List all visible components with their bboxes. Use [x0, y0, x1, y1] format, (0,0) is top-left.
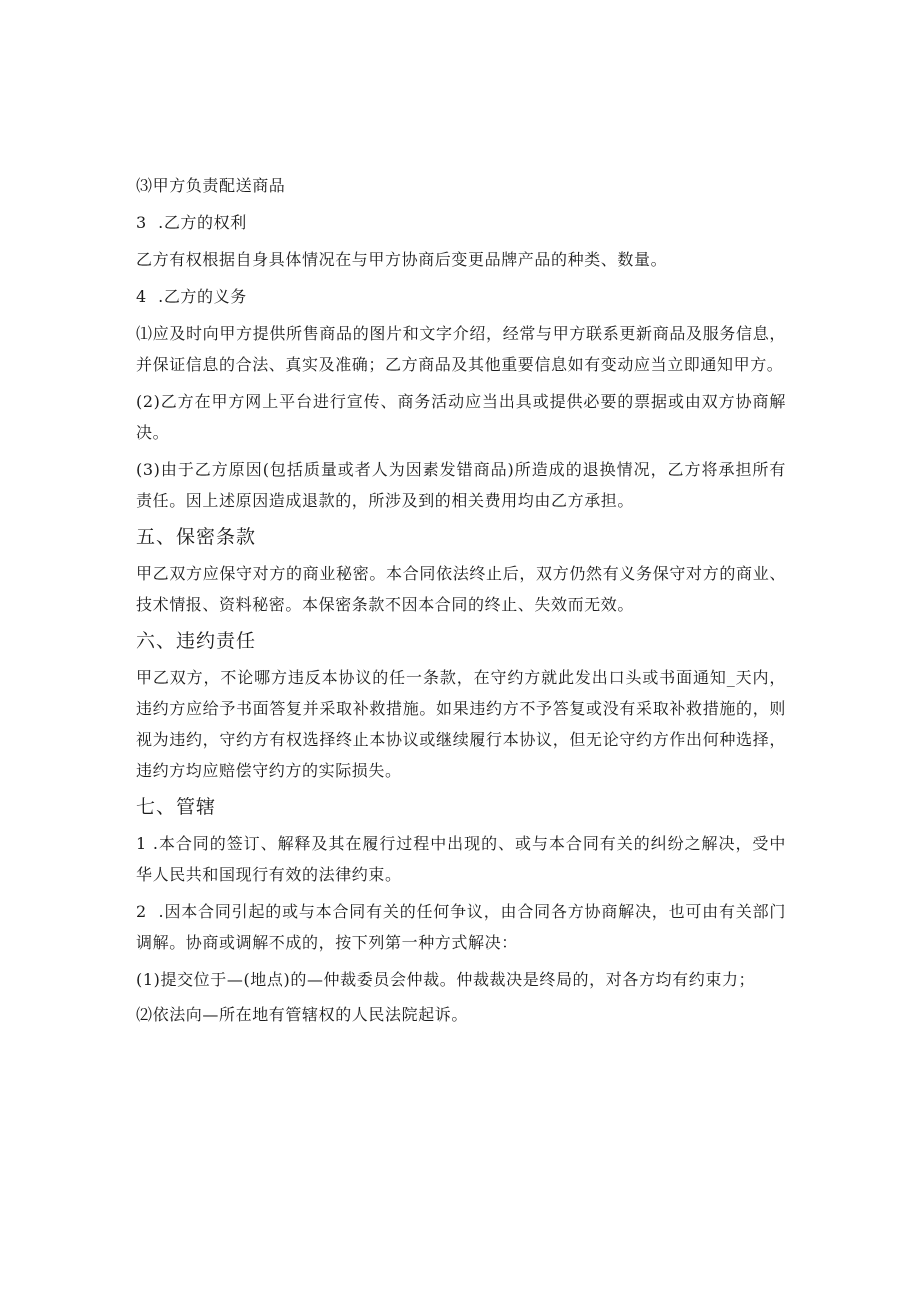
clause-arbitration: (1)提交位于—(地点)的—仲裁委员会仲裁。仲裁裁决是终局的，对各方均有约束力；	[136, 970, 756, 989]
section-heading-confidentiality: 五、保密条款	[136, 526, 257, 548]
clause-confidentiality: 甲乙双方应保守对方的商业秘密。本合同依法终止后，双方仍然有义务保守对方的商业、技术情报、资料秘密。本保密条款不因本合同的终止、失效而无效。	[136, 564, 786, 614]
clause-obligation-1: ⑴应及时向甲方提供所售商品的图片和文字介绍，经常与甲方联系更新商品及服务信息，并保证信息的合法、真实及准确；乙方商品及其他重要信息如有变动应当立即通知甲方。	[136, 324, 786, 374]
clause-litigation: ⑵依法向—所在地有管辖权的人民法院起诉。	[136, 1005, 469, 1024]
section-heading-breach: 六、违约责任	[136, 630, 257, 652]
document-body	[136, 170, 786, 1036]
section-heading-jurisdiction: 七、管辖	[136, 796, 217, 818]
heading-party-b-rights: 3 .乙方的权利	[136, 213, 247, 232]
clause-obligation-3: (3)由于乙方原因(包括质量或者人为因素发错商品)所造成的退换情况，乙方将承担所有责任。因上述原因造成退款的，所涉及到的相关费用均由乙方承担。	[136, 460, 786, 510]
clause-party-b-rights: 乙方有权根据自身具体情况在与甲方协商后变更品牌产品的种类、数量。	[136, 250, 668, 269]
clause-obligation-2: (2)乙方在甲方网上平台进行宣传、商务活动应当出具或提供必要的票据或由双方协商解决。	[136, 392, 786, 442]
clause-jurisdiction-1: 1 .本合同的签订、解释及其在履行过程中出现的、或与本合同有关的纠纷之解决，受中华人民共和国现行有效的法律约束。	[136, 834, 786, 884]
clause-party-a-delivery: ⑶甲方负责配送商品	[136, 176, 286, 195]
clause-jurisdiction-2: 2 .因本合同引起的或与本合同有关的任何争议，由合同各方协商解决，也可由有关部门调解。协商或调解不成的，按下列第一种方式解决：	[136, 902, 786, 952]
heading-party-b-obligations: 4 .乙方的义务	[136, 287, 247, 306]
clause-breach: 甲乙双方，不论哪方违反本协议的任一条款，在守约方就此发出口头或书面通知_天内，违约方应给予书面答复并采取补救措施。如果违约方不予答复或没有采取补救措施的，则视为违约，守约方有权选择终止本协议或继续履行本协议，但无论守约方作出何种选择，违约方均应赔偿守约方的实际损失。	[136, 668, 786, 780]
